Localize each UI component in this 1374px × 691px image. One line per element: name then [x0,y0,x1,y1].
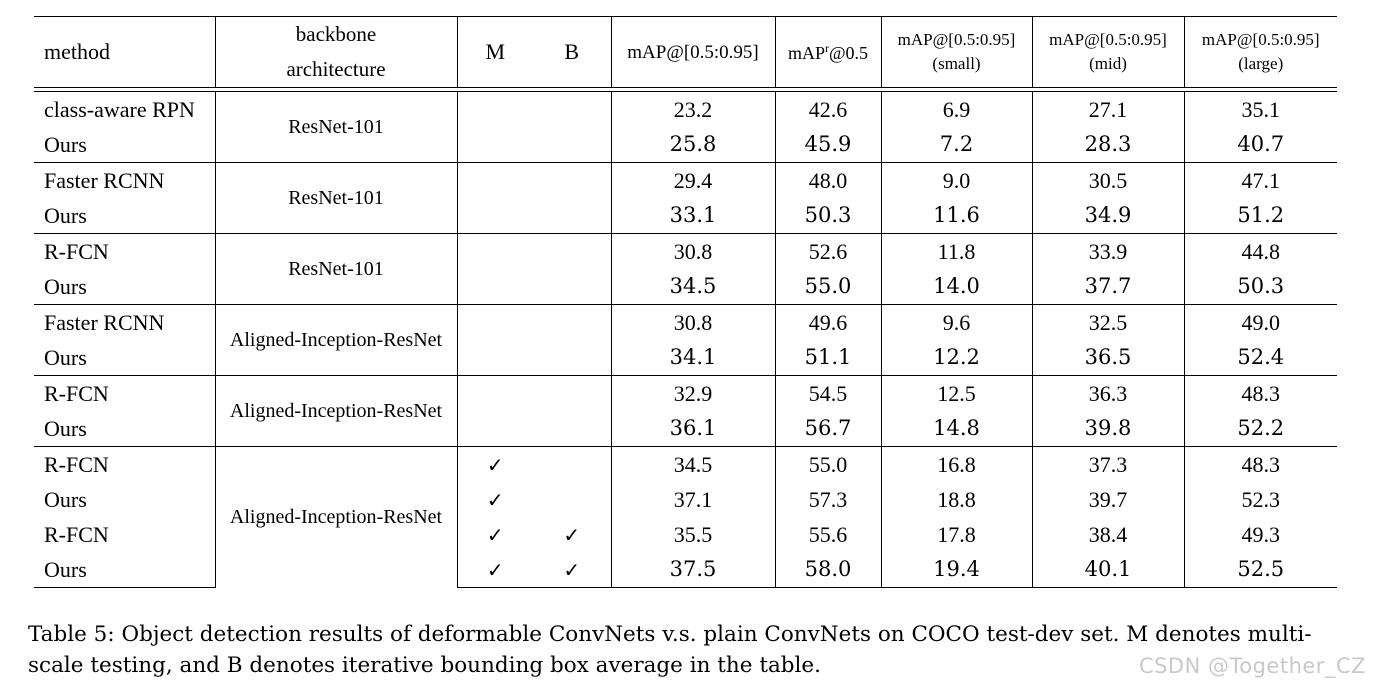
method-cell: Faster RCNN [34,305,215,341]
table-row [34,447,1337,483]
multiscale-check-cell [457,198,533,234]
map-cell: 30.8 [611,234,775,270]
map-r-cell: 55.6 [775,517,881,552]
header-map-small [881,17,1032,88]
method-cell: Ours [34,411,215,447]
method-cell: R-FCN [34,447,215,483]
multiscale-check-cell [457,340,533,376]
table-caption: Table 5: Object detection results of deformable ConvNets v.s. plain ConvNets on COCO test-dev set. M denotes multi-scale testing, and B denotes iterative bounding box average in the table. [28,622,1312,678]
table-row [34,234,1337,270]
header-backbone-line1: backbone [295,22,377,46]
map-mid-cell: 36.5 [1032,340,1184,376]
map-mid-cell: 28.3 [1032,127,1184,163]
map-small-cell: 12.5 [881,376,1032,412]
bbox-average-check-cell [533,447,611,483]
watermark: CSDN @Together_CZ [1138,654,1366,678]
map-cell: 25.8 [611,127,775,163]
map-small-cell: 19.4 [881,552,1032,588]
header-map-r [775,17,881,88]
multiscale-check-cell [457,305,533,341]
method-cell: class-aware RPN [34,92,215,128]
map-mid-cell: 37.7 [1032,269,1184,305]
map-large-cell: 48.3 [1184,447,1337,483]
header-map-small-line1: mAP@[0.5:0.95] [897,30,1016,49]
header-map-small-line2: (small) [932,54,981,73]
map-mid-cell: 36.3 [1032,376,1184,412]
map-small-cell: 12.2 [881,340,1032,376]
multiscale-check-cell: ✓ [486,487,504,512]
bbox-average-check-cell [533,482,611,517]
method-cell: Ours [34,269,215,305]
map-r-cell: 50.3 [775,198,881,234]
backbone-cell: ResNet-101 [215,234,457,305]
map-mid-cell: 39.7 [1032,482,1184,517]
table-row [34,376,1337,412]
header-m: M [457,17,533,88]
bbox-average-check-cell [533,376,611,412]
map-small-cell: 11.6 [881,198,1032,234]
map-cell: 37.5 [611,552,775,588]
map-cell: 34.1 [611,340,775,376]
bbox-average-check-cell [533,340,611,376]
map-r-cell: 56.7 [775,411,881,447]
map-cell: 33.1 [611,198,775,234]
map-small-cell: 14.0 [881,269,1032,305]
bbox-average-check-cell [533,163,611,199]
map-mid-cell: 34.9 [1032,198,1184,234]
map-r-cell: 55.0 [775,447,881,483]
bbox-average-check-cell [533,411,611,447]
multiscale-check-cell [457,411,533,447]
method-cell: Ours [34,340,215,376]
map-mid-cell: 39.8 [1032,411,1184,447]
map-mid-cell: 38.4 [1032,517,1184,552]
method-cell: R-FCN [34,517,215,552]
header-map-mid-line2: (mid) [1089,54,1127,73]
multiscale-check-cell [457,269,533,305]
map-r-cell: 57.3 [775,482,881,517]
bbox-average-check-cell: ✓ [533,552,611,588]
map-mid-cell: 37.3 [1032,447,1184,483]
backbone-cell: Aligned-Inception-ResNet [215,305,457,376]
method-cell: R-FCN [34,234,215,270]
map-large-cell: 49.3 [1241,521,1280,547]
map-r-cell: 48.0 [775,163,881,199]
backbone-cell: ResNet-101 [215,92,457,163]
map-cell: 29.4 [611,163,775,199]
map-r-cell: 51.1 [775,340,881,376]
map-large-cell: 52.3 [1241,486,1280,512]
map-cell: 37.1 [611,482,775,517]
map-r-cell: 49.6 [775,305,881,341]
map-small-cell: 17.8 [881,517,1032,552]
header-map-mid [1032,17,1184,88]
bbox-average-check-cell [533,305,611,341]
map-r-cell: 42.6 [775,92,881,128]
method-cell: Ours [34,127,215,163]
map-large-cell: 52.4 [1237,345,1285,369]
header-row [34,17,1337,88]
table-body [34,92,1337,588]
bbox-average-check-cell [533,234,611,270]
map-large-cell: 50.3 [1237,274,1285,298]
table-row [34,92,1337,128]
map-r-cell: 45.9 [775,127,881,163]
multiscale-check-cell [457,92,533,128]
bbox-average-check-cell [533,92,611,128]
map-r-cell: 54.5 [775,376,881,412]
map-large-cell: 51.2 [1237,203,1285,227]
header-map-mid-line1: mAP@[0.5:0.95] [1049,30,1167,49]
bbox-average-check-cell: ✓ [533,517,611,552]
method-cell: Faster RCNN [34,163,215,199]
map-large-cell: 40.7 [1237,132,1285,156]
header-method: method [34,17,215,88]
method-cell: Ours [34,552,215,588]
method-cell: R-FCN [34,376,215,412]
map-small-cell: 11.8 [881,234,1032,270]
map-cell: 32.9 [611,376,775,412]
map-large-cell: 52.5 [1184,552,1337,588]
header-backbone [215,17,457,88]
map-large-cell: 35.1 [1241,96,1280,122]
map-mid-cell: 30.5 [1032,163,1184,199]
map-large-cell: 48.3 [1184,376,1337,412]
multiscale-check-cell: ✓ [457,447,533,483]
map-r-cell: 55.0 [775,269,881,305]
bbox-average-check-cell [533,127,611,163]
multiscale-check-cell [457,127,533,163]
header-map-r-tail: @0.5 [828,43,869,63]
header-map-large-line2: (large) [1238,54,1284,73]
multiscale-check-cell [457,163,533,199]
header-map-large [1184,17,1337,88]
header-backbone-line2: architecture [286,57,386,81]
table-row [34,163,1337,199]
header-map-r-main: mAP [787,43,825,63]
map-large-cell: 49.0 [1184,305,1337,341]
header-map-large-line1: mAP@[0.5:0.95] [1201,30,1320,49]
map-small-cell: 14.8 [881,411,1032,447]
map-small-cell: 7.2 [881,127,1032,163]
map-cell: 23.2 [611,92,775,128]
multiscale-check-cell: ✓ [457,552,533,588]
map-cell: 34.5 [611,269,775,305]
backbone-cell: ResNet-101 [215,163,457,234]
map-mid-cell: 40.1 [1032,552,1184,588]
map-large-cell: 52.2 [1237,416,1285,440]
map-r-cell: 58.0 [775,552,881,588]
method-cell: Ours [34,482,215,517]
header-b: B [533,17,611,88]
map-mid-cell: 32.5 [1032,305,1184,341]
method-cell: Ours [34,198,215,234]
map-mid-cell: 33.9 [1032,234,1184,270]
header-map: mAP@[0.5:0.95] [611,17,775,88]
map-cell: 34.5 [611,447,775,483]
map-small-cell: 9.0 [881,163,1032,199]
map-r-cell: 52.6 [775,234,881,270]
map-small-cell: 18.8 [881,482,1032,517]
map-small-cell: 16.8 [881,447,1032,483]
multiscale-check-cell [457,234,533,270]
bbox-average-check-cell [533,269,611,305]
multiscale-check-cell [457,376,533,412]
header-map-r-sup: r [824,41,829,55]
map-mid-cell: 27.1 [1032,92,1184,128]
table-row [34,305,1337,341]
map-small-cell: 6.9 [881,92,1032,128]
map-small-cell: 9.6 [881,305,1032,341]
bbox-average-check-cell [533,198,611,234]
multiscale-check-cell: ✓ [486,522,504,547]
map-cell: 30.8 [611,305,775,341]
map-cell: 36.1 [611,411,775,447]
map-large-cell: 47.1 [1184,163,1337,199]
results-table [34,16,1337,588]
map-large-cell: 44.8 [1184,234,1337,270]
backbone-cell: Aligned-Inception-ResNet [215,376,457,447]
backbone-cell: Aligned-Inception-ResNet [215,447,457,588]
map-cell: 35.5 [611,517,775,552]
